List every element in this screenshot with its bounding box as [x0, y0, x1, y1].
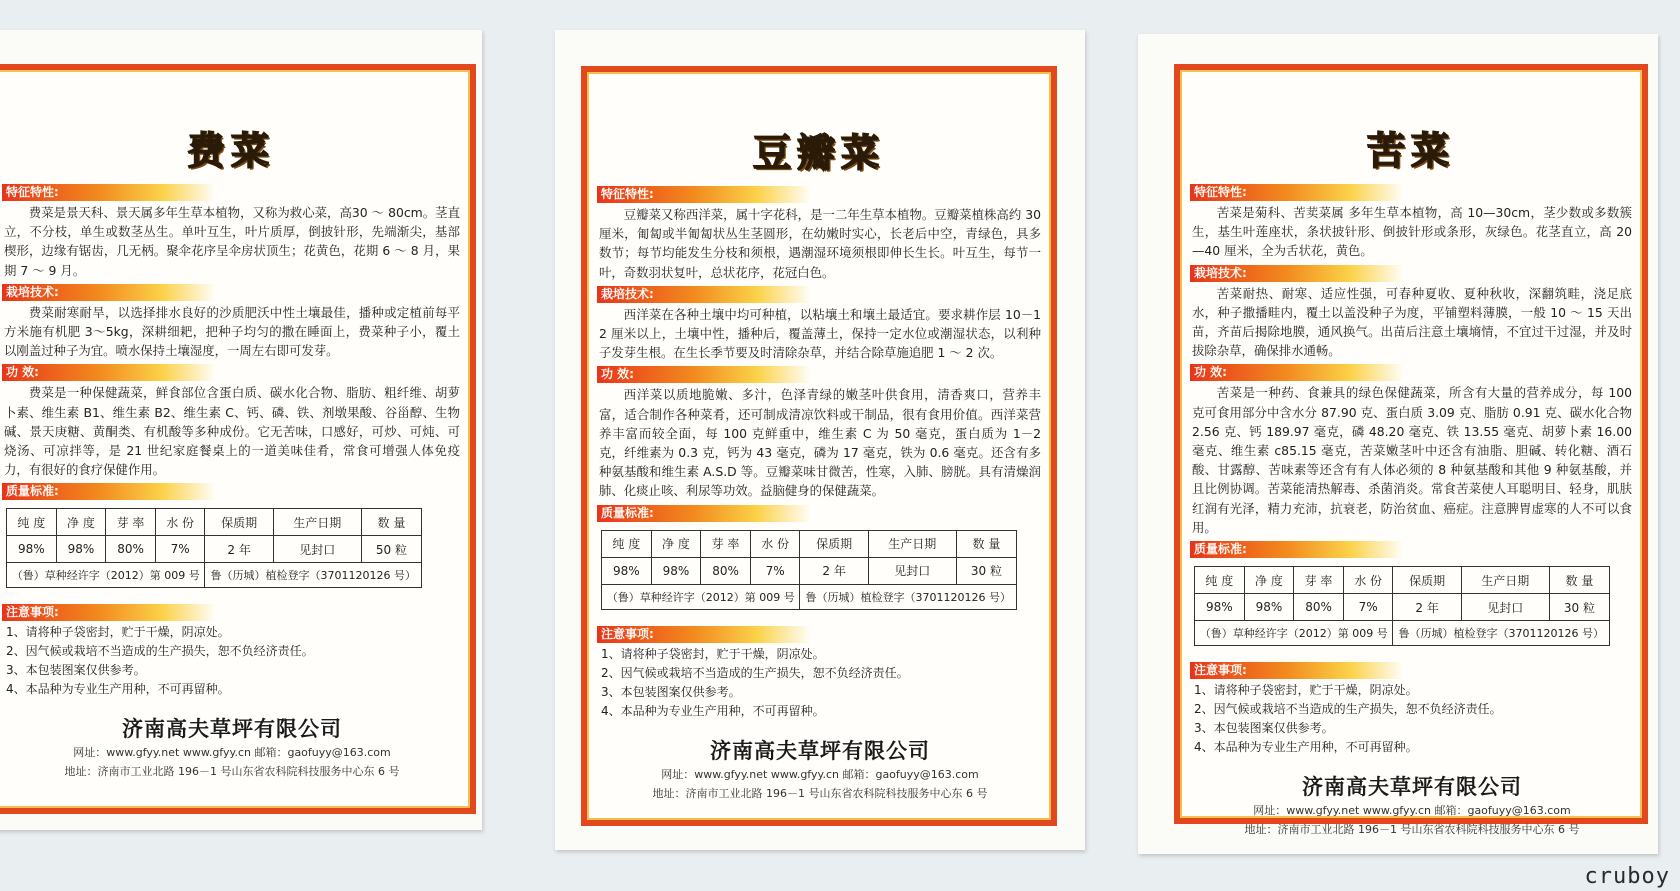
license-row — [602, 584, 1017, 609]
quality-value-cell: 50 粒 — [361, 536, 421, 563]
quality-header-cell: 保质期 — [205, 509, 273, 536]
note-item: 4、本品种为专业生产用种，不可再留种。 — [6, 682, 230, 697]
packet-title: 费菜 — [186, 129, 275, 173]
company-name: 济南高夫草坪有限公司 — [122, 717, 342, 742]
packet-title: 苦菜 — [1366, 129, 1455, 173]
quality-header-cell: 芽 率 — [701, 530, 751, 557]
traits-text: 苦菜是菊科、苦荬菜属 多年生草本植物，高 10—30cm，茎少数或多数簇生，基生叶莲座状，条状披针形、倒披针形或条形，灰绿色。花茎直立，高 20—40 厘米，全为舌状花，黄色。 — [1192, 205, 1632, 259]
quality-header-cell: 数 量 — [956, 530, 1016, 557]
quality-value-cell: 见封口 — [1461, 594, 1549, 621]
quality-header-cell: 保质期 — [800, 530, 868, 557]
section-label-traits: 特征特性: — [2, 184, 216, 201]
license-seed: （鲁）草种经许字（2012）第 009 号 — [7, 563, 205, 588]
packet-frame — [1174, 64, 1648, 837]
quality-value-cell: 80% — [1294, 594, 1344, 621]
license-quarantine: 鲁（历城）植检登字（3701120126 号） — [800, 584, 1017, 609]
quality-value-cell: 98% — [56, 536, 106, 563]
quality-header-cell: 数 量 — [361, 509, 421, 536]
note-item: 1、请将种子袋密封，贮于干燥，阴凉处。 — [1194, 683, 1418, 698]
quality-value-cell: 30 粒 — [956, 557, 1016, 584]
traits-text: 豆瓣菜又称西洋菜，属十字花科，是一二年生草本植物。豆瓣菜植株高约 30 厘米，匍匐或半匍匐状丛生茎圆形，在幼嫩时实心，长老后中空，青绿色，具多数节；每节均能发生分枝和须根，遇潮湿环境须根即伸长生长。叶互生，每节一叶，奇数羽状复叶，总状花序，花冠白色。 — [599, 207, 1041, 280]
quality-header-cell: 生产日期 — [273, 509, 361, 536]
note-item: 4、本品种为专业生产用种，不可再留种。 — [601, 703, 825, 718]
note-item: 2、因气候或栽培不当造成的生产损失，恕不负经济责任。 — [6, 644, 314, 659]
quality-header-cell: 生产日期 — [1461, 567, 1549, 594]
packet-content — [1190, 180, 1634, 839]
quality-header-cell: 生产日期 — [868, 530, 956, 557]
section-label-cultivation: 栽培技术: — [597, 286, 811, 303]
company-web: 网址：www.gfyy.net www.gfyy.cn 邮箱：gaofuyy@163.com — [73, 746, 391, 760]
watermark-text: cruboy — [1584, 864, 1670, 889]
section-label-notes: 注意事项: — [2, 604, 216, 621]
quality-value-cell: 98% — [651, 557, 701, 584]
company-name: 济南高夫草坪有限公司 — [710, 738, 930, 763]
note-item: 1、请将种子袋密封，贮于干燥，阴凉处。 — [6, 625, 230, 640]
quality-header-cell: 水 份 — [155, 509, 205, 536]
packet-card-feicai — [0, 30, 482, 830]
section-label-notes: 注意事项: — [597, 626, 811, 643]
quality-header-cell: 净 度 — [56, 509, 106, 536]
quality-value-cell: 98% — [1244, 594, 1294, 621]
packet-card-kucai — [1138, 34, 1658, 854]
quality-value-cell: 98% — [602, 557, 652, 584]
efficacy-text: 西洋菜以质地脆嫩、多汁，色泽青绿的嫩茎叶供食用，清香爽口，营养丰富，适合制作各种菜肴，还可制成清凉饮料或干制品，很有食用价值。西洋菜营养丰富而较全面，每 100 克鲜重中，维生素 C 为 50 毫克，蛋白质为 1－2 克，纤维素为 0.3 克，钙为 43 毫克，磷为 17 毫克，铁为 0.6 毫克。还含有多种氨基酸和维生素 A.S.D 等。豆瓣菜味甘微苦，性寒，入肺、膀胱。具有清燥润肺、化痰止咳、利尿等功效。益脑健身的保健蔬菜。 — [599, 387, 1041, 499]
quality-table — [1194, 566, 1610, 646]
quality-value-cell: 7% — [155, 536, 205, 563]
packet-content — [2, 180, 462, 781]
efficacy-text: 苦菜是一种药、食兼具的绿色保健蔬菜，所含有大量的营养成分，每 100 克可食用部分中含水分 87.90 克、蛋白质 3.09 克、脂肪 0.91 克、碳水化合物 2.56 克、钙 189.97 毫克，磷 48.20 毫克、铁 13.55 毫克、胡萝卜素 16.00 毫克、维生素 c85.15 毫克，苦菜嫩茎叶中还含有油脂、胆碱、转化糖、酒石酸、甘露醇、苦味素等还含有有人体必须的 8 种氨基酸和其他 9 种氨基酸，并且比例协调。苦菜能清热解毒、杀菌消炎。常食苦菜使人耳聪明目、轻身，肌肤红润有光泽，精力充沛，抗衰老，防治贫血、癌症。注意脾胃虚寒的人不可以食用。 — [1192, 385, 1632, 535]
packet-title: 豆瓣菜 — [752, 131, 885, 175]
note-item: 3、本包装图案仅供参考。 — [1194, 721, 1334, 736]
quality-value-cell: 98% — [7, 536, 57, 563]
note-item: 1、请将种子袋密封，贮于干燥，阴凉处。 — [601, 646, 825, 661]
cultivation-text: 苦菜耐热、耐寒、适应性强，可春种夏收、夏种秋收，深翻筑畦，浇足底水，种子撒播畦内，覆土以盖没种子为度，平铺塑料薄膜，一般 10 ～ 15 天出苗，齐苗后揭除地膜，通风换气。出苗后注意土壤墒情，不宜过干过湿，并及时拔除杂草，确保排水通畅。 — [1192, 285, 1632, 359]
section-label-efficacy: 功 效: — [597, 366, 811, 383]
company-name: 济南高夫草坪有限公司 — [1302, 775, 1522, 800]
quality-value-row — [7, 536, 422, 563]
note-item: 4、本品种为专业生产用种，不可再留种。 — [1194, 740, 1418, 755]
quality-value-row — [602, 557, 1017, 584]
quality-value-cell: 见封口 — [273, 536, 361, 563]
quality-header-row — [1195, 567, 1610, 594]
quality-value-cell: 2 年 — [205, 536, 273, 563]
quality-header-cell: 保质期 — [1393, 567, 1461, 594]
notes-block — [597, 626, 1043, 721]
notes-block — [1190, 662, 1634, 757]
cultivation-text: 西洋菜在各种土壤中均可种植，以粘壤土和壤土最适宜。要求耕作层 10－12 厘米以上，土壤中性，播种后，覆盖薄土，保持一定水位或潮湿状态，以利种子发芽生根。在生长季节要及时清除杂草，并结合除草施追肥 1 ～ 2 次。 — [599, 306, 1041, 361]
quality-value-cell: 见封口 — [868, 557, 956, 584]
packet-content — [597, 182, 1043, 803]
license-row — [1195, 621, 1610, 646]
note-item: 2、因气候或栽培不当造成的生产损失，恕不负经济责任。 — [1194, 702, 1502, 717]
traits-text: 费菜是景天科、景天属多年生草本植物，又称为救心菜，高30 ～ 80cm。茎直立，不分枝，单生或数茎丛生。单叶互生，叶片质厚，倒披针形，先端渐尖，基部楔形，边缘有锯齿，几无柄。聚伞花序呈伞房状顶生；花黄色，花期 6 ～ 8 月，果期 7 ～ 9 月。 — [4, 205, 460, 278]
section-label-traits: 特征特性: — [1190, 184, 1404, 201]
quality-header-cell: 纯 度 — [602, 530, 652, 557]
license-row — [7, 563, 422, 588]
notes-block — [2, 604, 462, 699]
cultivation-text: 费菜耐寒耐旱，以选择排水良好的沙质肥沃中性土壤最佳，播种或定植前每平方米施有机肥 3～5kg，深耕细耙，把种子均匀的撒在睡面上，费菜种子小，覆土以刚盖过种子为宜。喷水保持土壤湿度，一周左右即可发芽。 — [4, 304, 460, 359]
section-label-cultivation: 栽培技术: — [2, 284, 216, 301]
packet-frame — [581, 66, 1057, 826]
note-item: 3、本包装图案仅供参考。 — [6, 663, 146, 678]
company-address: 地址：济南市工业北路 196－1 号山东省农科院科技服务中心东 6 号 — [1244, 823, 1580, 837]
quality-table — [6, 508, 422, 588]
license-seed: （鲁）草种经许字（2012）第 009 号 — [602, 584, 800, 609]
quality-header-cell: 水 份 — [750, 530, 800, 557]
quality-value-cell: 80% — [701, 557, 751, 584]
section-label-efficacy: 功 效: — [1190, 364, 1404, 381]
license-seed: （鲁）草种经许字（2012）第 009 号 — [1195, 621, 1393, 646]
section-label-quality: 质量标准: — [2, 483, 216, 500]
quality-header-cell: 芽 率 — [106, 509, 156, 536]
section-label-traits: 特征特性: — [597, 186, 811, 203]
note-item: 2、因气候或栽培不当造成的生产损失，恕不负经济责任。 — [601, 665, 909, 680]
quality-value-row — [1195, 594, 1610, 621]
quality-header-cell: 数 量 — [1549, 567, 1609, 594]
section-label-notes: 注意事项: — [1190, 662, 1404, 679]
company-address: 地址：济南市工业北路 196－1 号山东省农科院科技服务中心东 6 号 — [64, 765, 400, 779]
license-quarantine: 鲁（历城）植检登字（3701120126 号） — [205, 563, 422, 588]
section-label-efficacy: 功 效: — [2, 364, 216, 381]
quality-header-row — [7, 509, 422, 536]
quality-value-cell: 98% — [1195, 594, 1245, 621]
efficacy-text: 费菜是一种保健蔬菜，鲜食部位含蛋白质、碳水化合物、脂肪、粗纤维、胡萝卜素、维生素 B1、维生素 B2、维生素 C、钙、磷、铁、剂墩果酸、谷甾醇、生物碱、景天庚糖、黄酮类、有机酸等多种成份。它无苦味，口感好，可炒、可炖、可烧汤、可凉拌等，是 21 世纪家庭餐桌上的一道美味佳肴，常食可增强人体免疫力，有很好的食疗保健作用。 — [4, 385, 460, 478]
quality-header-cell: 芽 率 — [1294, 567, 1344, 594]
packet-card-doubancai — [555, 30, 1085, 850]
section-label-cultivation: 栽培技术: — [1190, 265, 1404, 282]
quality-header-cell: 纯 度 — [1195, 567, 1245, 594]
quality-header-cell: 纯 度 — [7, 509, 57, 536]
section-label-quality: 质量标准: — [1190, 541, 1404, 558]
company-web: 网址：www.gfyy.net www.gfyy.cn 邮箱：gaofuyy@163.com — [661, 767, 979, 781]
quality-value-cell: 2 年 — [800, 557, 868, 584]
quality-table — [601, 530, 1017, 610]
packet-frame — [0, 64, 476, 814]
quality-header-cell: 净 度 — [1244, 567, 1294, 594]
note-item: 3、本包装图案仅供参考。 — [601, 684, 741, 699]
license-quarantine: 鲁（历城）植检登字（3701120126 号） — [1393, 621, 1610, 646]
quality-value-cell: 2 年 — [1393, 594, 1461, 621]
section-label-quality: 质量标准: — [597, 505, 811, 522]
quality-value-cell: 80% — [106, 536, 156, 563]
quality-value-cell: 7% — [1343, 594, 1393, 621]
company-web: 网址：www.gfyy.net www.gfyy.cn 邮箱：gaofuyy@163.com — [1253, 804, 1571, 818]
company-address: 地址：济南市工业北路 196－1 号山东省农科院科技服务中心东 6 号 — [652, 786, 988, 800]
quality-header-row — [602, 530, 1017, 557]
quality-header-cell: 水 份 — [1343, 567, 1393, 594]
quality-header-cell: 净 度 — [651, 530, 701, 557]
quality-value-cell: 7% — [750, 557, 800, 584]
quality-value-cell: 30 粒 — [1549, 594, 1609, 621]
